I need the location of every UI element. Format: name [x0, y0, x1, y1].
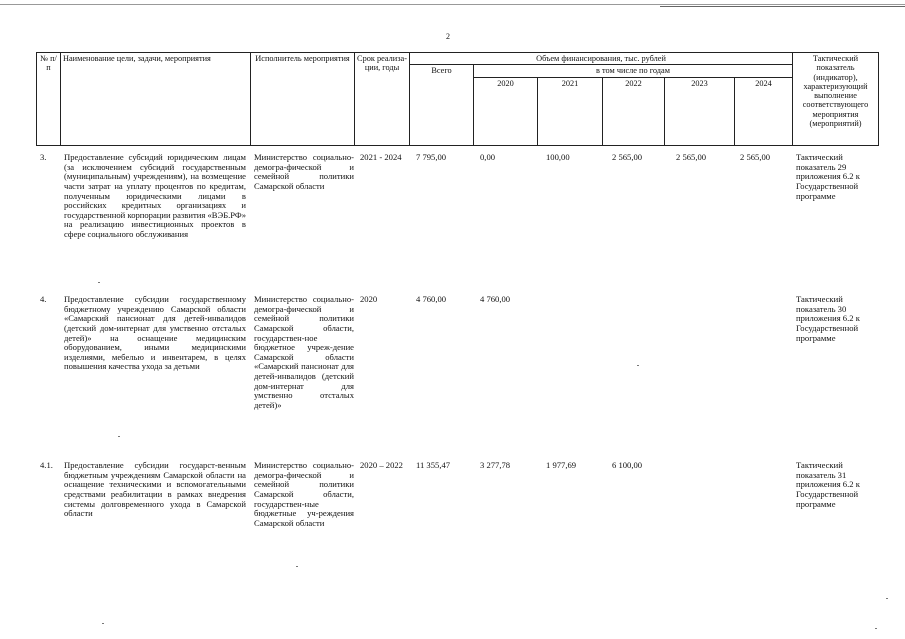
scan-speck — [118, 436, 120, 437]
row-total: 4 760,00 — [416, 294, 447, 304]
row-indicator: Тактический показатель 30 приложения 6.2 к Государственной программе — [796, 294, 860, 343]
scan-speck — [875, 628, 877, 629]
row-executor: Министерство социально-демогра-фической и семейной политики Самарской области — [254, 152, 354, 191]
row-2022: 6 100,00 — [612, 460, 643, 470]
row-2021: 100,00 — [546, 152, 570, 162]
row-name: Предоставление субсидии государственному бюджетному учреждению Самарской области «Самарский пансионат для детей-инвалидов (детский дом-интернат для умственно отсталых детей)» на оснащение медицинским оборудованием, иными медицинскими изделиями, мебелью и инвентарем, в целях повышения качества ухода за детьми — [64, 294, 246, 372]
row-term: 2021 - 2024 — [360, 152, 402, 162]
scan-speck — [296, 566, 298, 567]
row-term: 2020 – 2022 — [360, 460, 403, 470]
row-num: 3. — [40, 152, 47, 162]
scan-speck — [886, 598, 888, 599]
header-year-2024: 2024 — [735, 77, 793, 145]
row-name: Предоставление субсидии государст-венным бюджетным учреждениям Самарской области на оснащение техническими и вспомогательными средствами реабилитации в рамках внедрения системы долговременного ухода в Самарской области — [64, 460, 246, 519]
header-num: № п/п — [37, 53, 61, 146]
row-indicator: Тактический показатель 29 приложения 6.2 к Государственной программе — [796, 152, 860, 201]
row-term: 2020 — [360, 294, 378, 304]
scan-speck — [102, 623, 104, 624]
row-num: 4. — [40, 294, 47, 304]
table-header — [36, 52, 879, 146]
header-year-2021: 2021 — [538, 77, 603, 145]
row-indicator: Тактический показатель 31 приложения 6.2 к Государственной программе — [796, 460, 860, 509]
header-by-years: в том числе по годам — [474, 65, 793, 77]
header-name: Наименование цели, задачи, мероприятия — [61, 53, 251, 146]
row-total: 11 355,47 — [416, 460, 451, 470]
header-total: Всего — [410, 65, 474, 145]
row-2020: 0,00 — [480, 152, 496, 162]
header-year-2020: 2020 — [474, 77, 538, 145]
row-2022: 2 565,00 — [612, 152, 643, 162]
row-total: 7 795,00 — [416, 152, 447, 162]
row-num: 4.1. — [40, 460, 53, 470]
row-2024: 2 565,00 — [740, 152, 771, 162]
row-2020: 4 760,00 — [480, 294, 511, 304]
row-2020: 3 277,78 — [480, 460, 511, 470]
row-executor: Министерство социально-демогра-фической и семейной политики Самарской области, государствен-ные бюджетные уч-реждения Самарской области — [254, 460, 354, 528]
row-executor: Министерство социально-демогра-фической и семейной политики Самарской области, государствен-ное бюджетное учреж-дение Самарской области «Самарский пансионат для детей-инвалидов (детский дом-интернат для умственно отсталых детей)» — [254, 294, 354, 410]
page-number: 2 — [446, 32, 450, 41]
header-funding: Объем финансирования, тыс. рублей — [410, 53, 793, 65]
top-rule-right — [660, 6, 905, 7]
scan-speck — [98, 282, 100, 283]
header-executor: Исполнитель мероприятия — [251, 53, 355, 146]
top-rule — [0, 4, 905, 5]
row-2021: 1 977,69 — [546, 460, 577, 470]
row-name: Предоставление субсидий юридическим лицам (за исключением субсидий государственным (муниципальным) учреждениям), на возмещение части затрат на уплату процентов по кредитам, полученным юридическими лицами в российских кредитных организациях и государственной корпорации развития «ВЭБ.РФ» на реализацию инвестиционных проектов в сфере социального обслуживания — [64, 152, 246, 239]
scan-speck — [637, 365, 639, 366]
header-year-2023: 2023 — [665, 77, 735, 145]
header-indicator: Тактический показатель (индикатор), характеризующий выполнение соответствующего мероприятия (мероприятий) — [793, 53, 879, 146]
header-year-2022: 2022 — [603, 77, 665, 145]
header-term: Срок реализа-ции, годы — [355, 53, 410, 146]
row-2023: 2 565,00 — [676, 152, 707, 162]
